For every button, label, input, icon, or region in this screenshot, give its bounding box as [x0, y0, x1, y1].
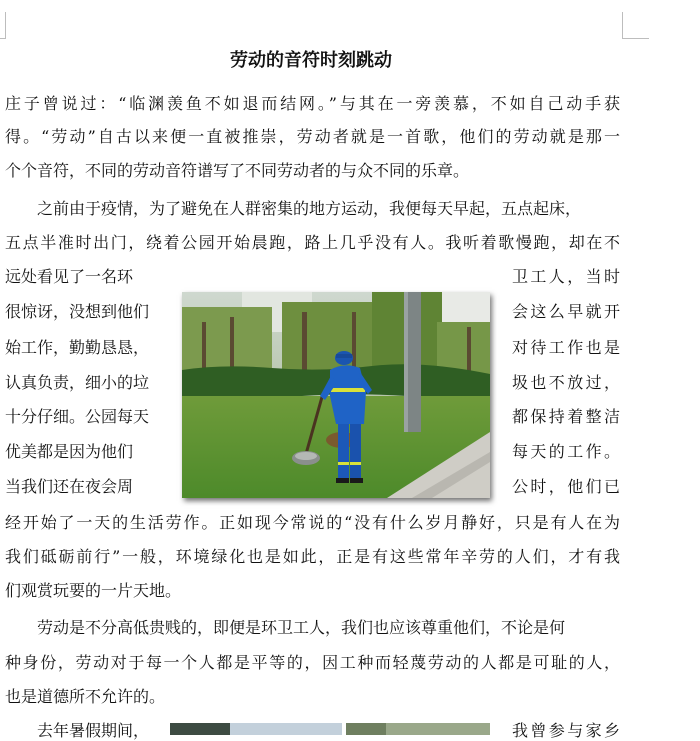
- wrapped-line-left: 始工作，勤勤恳恳，: [5, 338, 150, 357]
- wrapped-line-left: 去年暑假期间，: [37, 721, 150, 740]
- wrapped-line-left: 优美都是因为他们: [5, 442, 134, 461]
- paragraph-line: 个个音符，不同的劳动音符谱写了不同劳动者的与众不同的乐章。: [5, 161, 470, 180]
- document-title: 劳动的音符时刻跳动: [230, 50, 392, 71]
- paragraph-line: 之前由于疫情，为了避免在人群密集的地方运动，我便每天早起，五点起床，: [37, 199, 582, 218]
- paragraph-line: 我们砥砺前行”一般，环境绿化也是如此，正是有这些常年辛劳的人们，才有我: [5, 547, 620, 566]
- wrapped-line-left: 很惊讶，没想到他们: [5, 302, 150, 321]
- wrapped-line-left: 认真负责，细小的垃: [5, 373, 150, 392]
- paragraph-line: 们观赏玩要的一片天地。: [5, 581, 182, 600]
- wrapped-line-right: 对待工作也是: [512, 338, 620, 357]
- wrapped-line-right: 圾也不放过，: [512, 373, 620, 392]
- wrapped-line-left: 远处看见了一名环: [5, 267, 134, 286]
- page-corner-mark-left: [0, 12, 6, 39]
- paragraph-line: 经开始了一天的生活劳作。正如现今常说的“没有什么岁月静好，只是有人在为: [5, 513, 620, 532]
- paragraph-line: 得。“劳动”自古以来便一直被推崇，劳动者就是一首歌，他们的劳动就是那一: [5, 127, 620, 146]
- wrapped-line-right: 公时，他们已: [512, 477, 620, 496]
- paragraph-line: 庄子曾说过：“临渊羡鱼不如退而结网。”与其在一旁羡慕，不如自己动手获: [5, 94, 620, 113]
- page-corner-mark-right: [622, 12, 649, 39]
- sanitation-worker-photo: [182, 292, 490, 498]
- wrapped-line-right: 都保持着整洁: [512, 407, 620, 426]
- paragraph-line: 种身份，劳动对于每一个人都是平等的，因工种而轻蔑劳动的人都是可耻的人，: [5, 653, 620, 672]
- paragraph-line: 五点半准时出门，绕着公园开始晨跑，路上几乎没有人。我听着歌慢跑，却在不: [5, 233, 620, 252]
- wrapped-line-right: 我曾参与家乡: [512, 721, 620, 740]
- wrapped-line-left: 十分仔细。公园每天: [5, 407, 150, 426]
- paragraph-line: 也是道德所不允许的。: [5, 687, 166, 706]
- wrapped-line-right: 每天的工作。: [512, 442, 620, 461]
- wrapped-line-left: 当我们还在夜会周: [5, 477, 134, 496]
- wrapped-line-right: 会这么早就开: [512, 302, 620, 321]
- wrapped-line-right: 卫工人，当时: [512, 267, 620, 286]
- paragraph-line: 劳动是不分高低贵贱的，即便是环卫工人，我们也应该尊重他们，不论是何: [37, 618, 566, 637]
- third-photo-edge: [346, 723, 490, 735]
- second-photo-edge: [170, 723, 342, 735]
